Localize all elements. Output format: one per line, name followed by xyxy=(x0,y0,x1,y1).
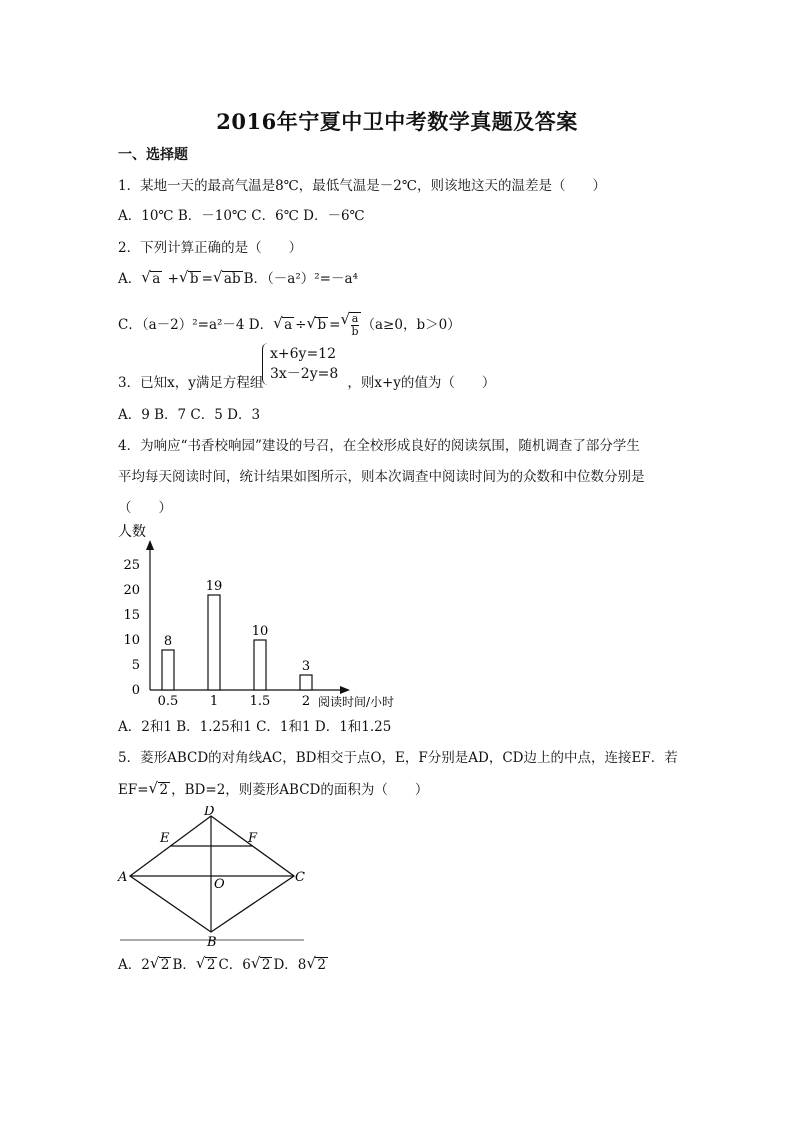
y-tick-label: 0 xyxy=(131,683,140,698)
section-heading: 一、选择题 xyxy=(118,147,188,163)
q1-stem: 1．某地一天的最高气温是8℃，最低气温是－2℃，则该地这天的温差是（ ） xyxy=(118,178,606,194)
x-axis-label: 阅读时间/小时 xyxy=(318,695,395,709)
sqrt-a: √ a xyxy=(141,270,162,288)
sqrt-a: √ a xyxy=(273,316,294,334)
x-tick-label: 1.5 xyxy=(249,694,271,709)
bar-value-label: 19 xyxy=(205,579,223,594)
bar xyxy=(254,640,266,690)
x-tick-label: 2 xyxy=(301,694,311,709)
q5-stem-line1: 5．菱形ABCD的对角线AC，BD相交于点O，E，F分别是AD，CD边上的中点，连接EF．若 xyxy=(118,750,678,766)
point-label-c: C xyxy=(295,870,305,885)
sqrt-2: √ 2 xyxy=(306,956,328,974)
q4-stem-line2: 平均每天阅读时间，统计结果如图所示，则本次调查中阅读时间为的众数和中位数分别是 xyxy=(118,469,645,485)
point-label-e: E xyxy=(160,831,170,846)
sqrt-ab: √ ab xyxy=(213,270,243,288)
y-tick-label: 25 xyxy=(123,558,140,573)
bar xyxy=(162,650,174,690)
q4-stem-line3: （ ） xyxy=(118,500,172,516)
y-tick-label: 10 xyxy=(123,633,140,648)
q2-opt-a-label: A． xyxy=(118,271,142,287)
y-tick-label: 20 xyxy=(123,583,140,598)
point-label-f: F xyxy=(248,831,258,846)
y-tick-label: 5 xyxy=(131,658,140,673)
q3-options: A．9 B．7 C．5 D．3 xyxy=(118,407,261,423)
point-label-d: D xyxy=(204,806,215,819)
bar xyxy=(208,595,220,690)
point-label-b: B xyxy=(207,935,217,946)
point-label-o: O xyxy=(214,877,225,892)
y-axis-arrow xyxy=(146,540,154,550)
bar-value-label: 3 xyxy=(301,659,311,674)
reading-time-bar-chart xyxy=(112,520,412,712)
sqrt-2: √ 2 xyxy=(149,781,171,799)
q5-options: A．2√ 2 B．√ 2 C．6√ 2 D．8√ 2 xyxy=(118,956,329,974)
q4-options: A．2和1 B．1.25和1 C．1和1 D．1和1.25 xyxy=(118,719,392,735)
bar xyxy=(300,675,312,690)
q2-stem: 2．下列计算正确的是（ ） xyxy=(118,240,303,256)
sqrt-fraction: √ $\frac{a}{b}$ xyxy=(340,312,360,338)
equation-2: 3x－2y=8 xyxy=(270,366,339,382)
y-tick-label: 15 xyxy=(123,608,140,623)
q1-options: A．10℃ B．－10℃ C．6℃ D．－6℃ xyxy=(118,208,365,224)
sqrt-2: √ 2 xyxy=(150,956,172,974)
x-axis-arrow xyxy=(340,686,350,694)
q3-stem: 3．已知x，y满足方程组 ，则x+y的值为（ ） xyxy=(118,375,496,391)
q2-options-cd: C．（a－2）²=a²－4 D．√ a ÷√ b = √ $\frac{a}{b}$ （a≥0，b＞0） xyxy=(118,312,461,338)
sqrt-b: √ b xyxy=(179,270,201,288)
q2-opt-c: C．（a－2）²=a²－4 D． xyxy=(118,317,274,333)
sqrt-2: √ 2 xyxy=(251,956,273,974)
x-tick-label: 1 xyxy=(209,694,219,709)
y-axis-label: 人数 xyxy=(118,524,146,540)
q5-stem-line2: EF=√ 2 ，BD=2，则菱形ABCD的面积为（ ） xyxy=(118,781,428,799)
page-title: 2016年宁夏中卫中考数学真题及答案 xyxy=(216,109,578,134)
equation-1: x+6y=12 xyxy=(270,346,336,362)
q2-opt-b: B．（－a²）²=－a⁴ xyxy=(243,271,358,287)
x-tick-label: 0.5 xyxy=(157,694,179,709)
rhombus-abcd xyxy=(130,816,294,932)
q2-options-ab: A．√ a +√ b =√ ab B．（－a²）²=－a⁴ xyxy=(118,270,358,288)
bar-value-label: 10 xyxy=(251,624,269,639)
q2-opt-d-condition: （a≥0，b＞0） xyxy=(361,317,461,333)
q4-stem-line1: 4．为响应“书香校响园”建设的号召，在全校形成良好的阅读氛围，随机调查了部分学生 xyxy=(118,438,640,454)
rhombus-figure xyxy=(114,806,310,946)
sqrt-b: √ b xyxy=(306,316,328,334)
sqrt-2: √ 2 xyxy=(196,956,218,974)
point-label-a: A xyxy=(118,870,128,885)
bar-value-label: 8 xyxy=(163,634,173,649)
